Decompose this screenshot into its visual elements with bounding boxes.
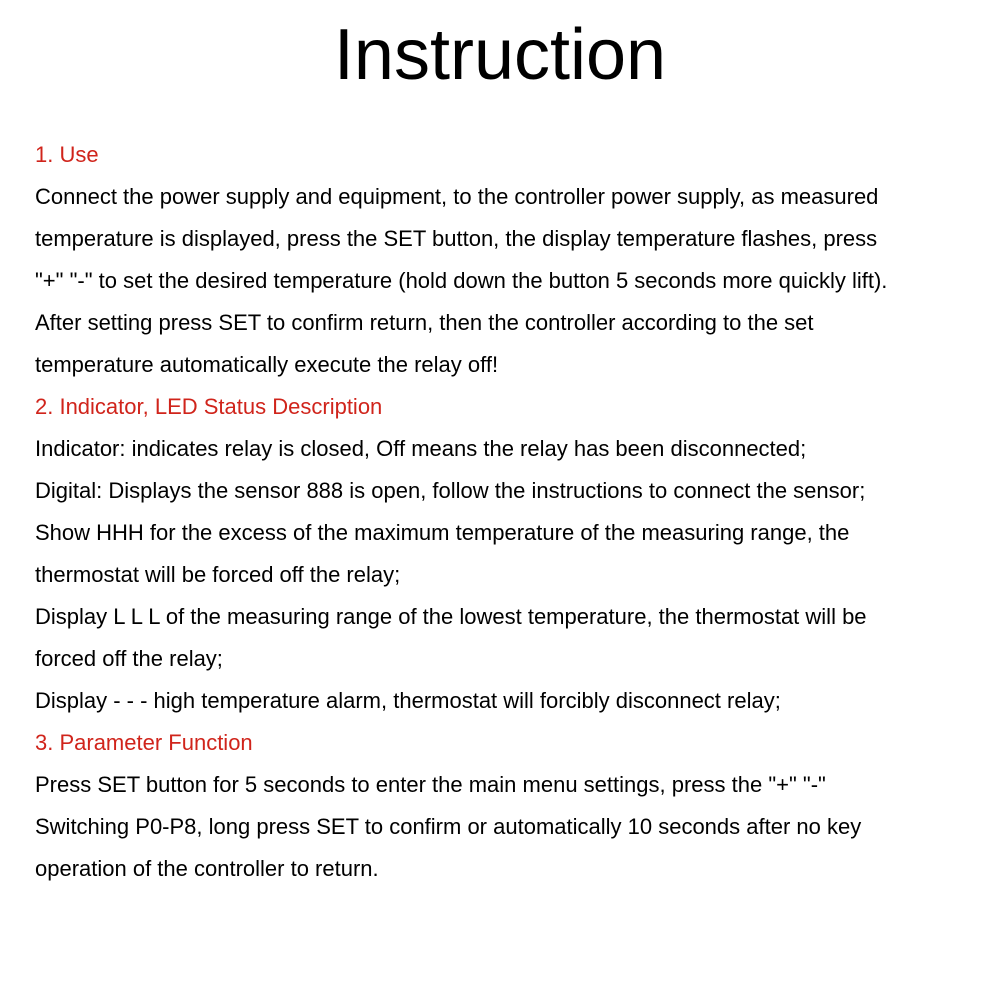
body-line: temperature automatically execute the relay off! (35, 352, 499, 377)
section-parameter-function (35, 722, 985, 890)
body-line: After setting press SET to confirm return, then the controller according to the set (35, 310, 814, 335)
body-line: Display L L L of the measuring range of the lowest temperature, the thermostat will be (35, 604, 867, 629)
body-line: Indicator: indicates relay is closed, Off means the relay has been disconnected; (35, 436, 807, 461)
body-line: thermostat will be forced off the relay; (35, 562, 401, 587)
body-line: Press SET button for 5 seconds to enter the main menu settings, press the "+" "-" (35, 772, 826, 797)
instruction-content (35, 134, 985, 890)
body-line: Display - - - high temperature alarm, thermostat will forcibly disconnect relay; (35, 688, 781, 713)
page-title: Instruction (333, 15, 667, 95)
body-line: Connect the power supply and equipment, to the controller power supply, as measured (35, 184, 879, 209)
section-heading: 2. Indicator, LED Status Description (35, 394, 383, 419)
section-heading: 3. Parameter Function (35, 730, 253, 755)
body-line: Digital: Displays the sensor 888 is open, follow the instructions to connect the sensor; (35, 478, 866, 503)
section-indicator (35, 386, 985, 722)
body-line: Show HHH for the excess of the maximum temperature of the measuring range, the (35, 520, 850, 545)
body-line: Switching P0-P8, long press SET to confirm or automatically 10 seconds after no key (35, 814, 862, 839)
section-use (35, 134, 985, 386)
body-line: forced off the relay; (35, 646, 223, 671)
section-heading: 1. Use (35, 142, 99, 167)
body-line: operation of the controller to return. (35, 856, 379, 881)
body-line: "+" "-" to set the desired temperature (hold down the button 5 seconds more quickly lift). (35, 268, 888, 293)
body-line: temperature is displayed, press the SET button, the display temperature flashes, press (35, 226, 878, 251)
